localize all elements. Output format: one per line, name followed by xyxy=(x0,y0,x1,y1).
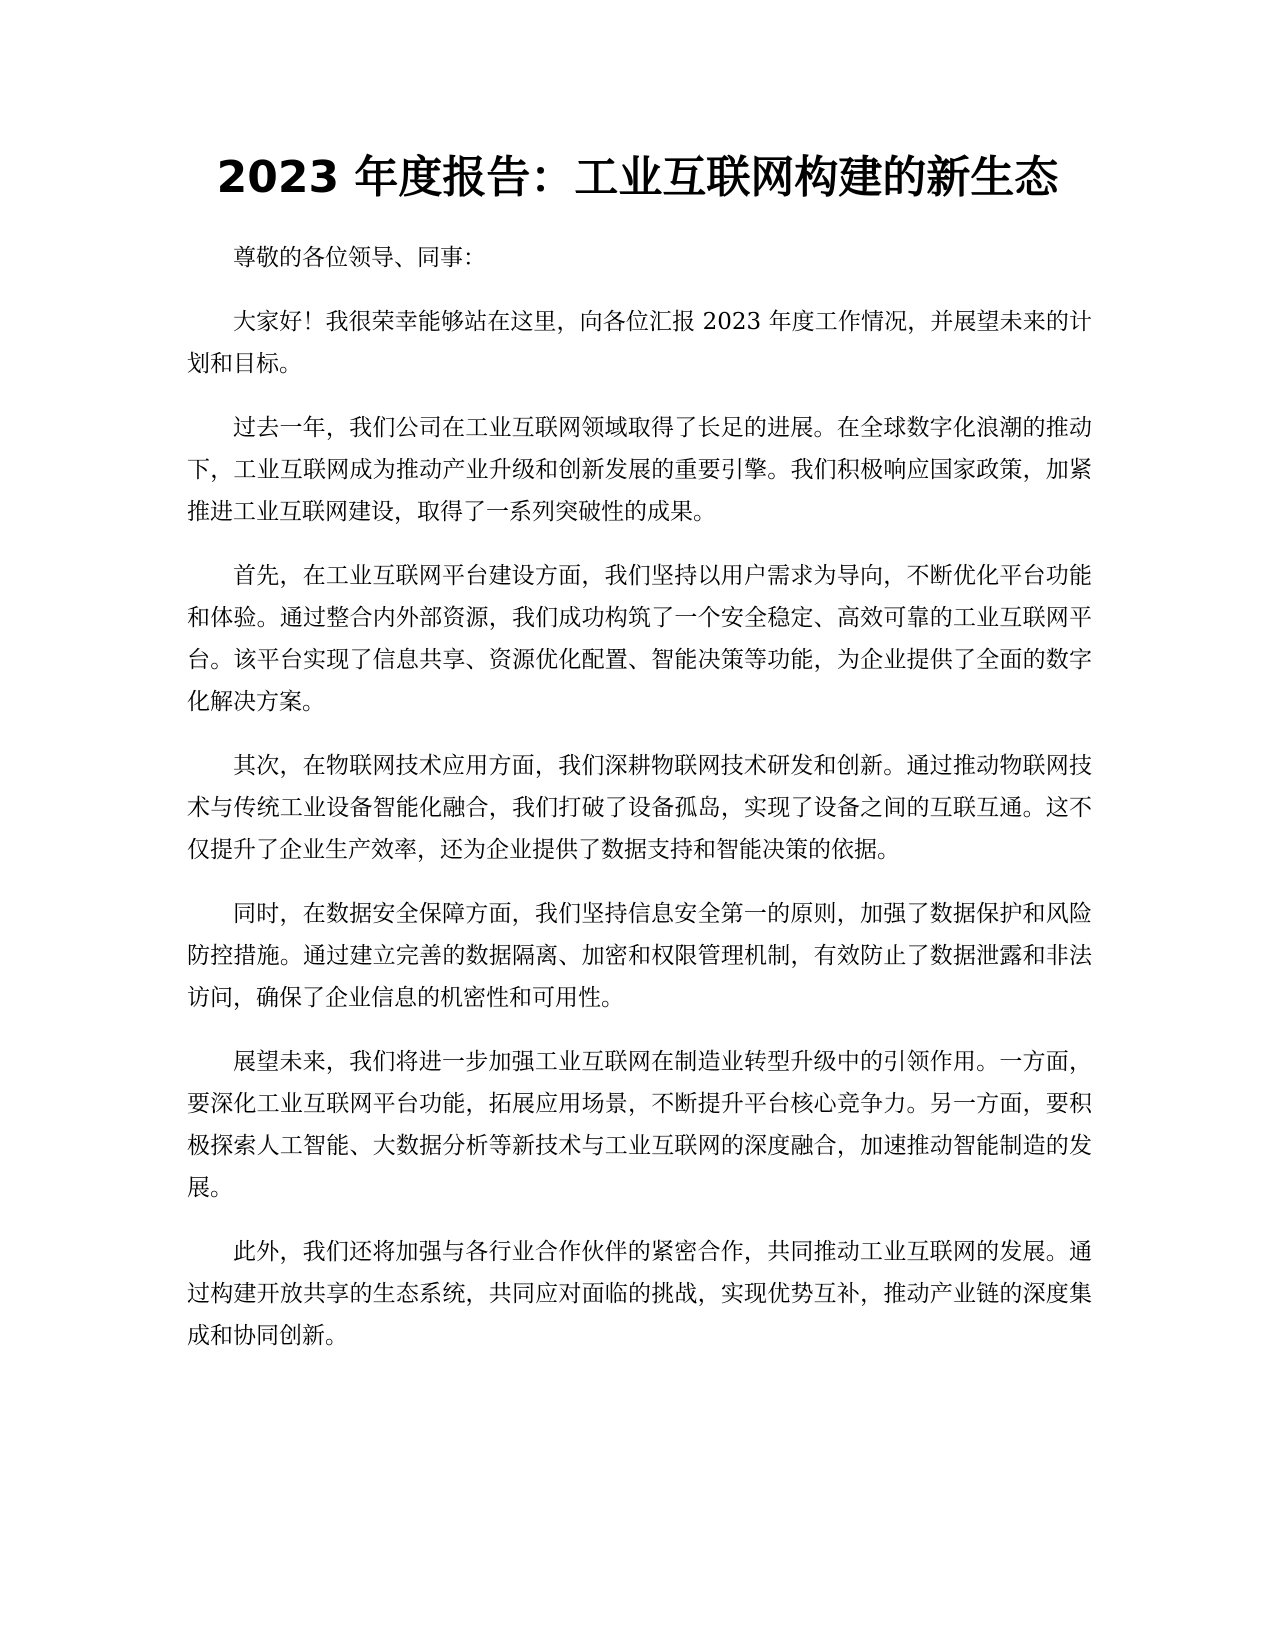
paragraph-outlook: 展望未来，我们将进一步加强工业互联网在制造业转型升级中的引领作用。一方面，要深化工业互联网平台功能，拓展应用场景，不断提升平台核心竞争力。另一方面，要积极探索人工智能、大数据分析等新技术与工业互联网的深度融合，加速推动智能制造的发展。 xyxy=(187,1049,1092,1201)
paragraph-past-year: 过去一年，我们公司在工业互联网领域取得了长足的进展。在全球数字化浪潮的推动下，工业互联网成为推动产业升级和创新发展的重要引擎。我们积极响应国家政策，加紧推进工业互联网建设，取得了一系列突破性的成果。 xyxy=(187,415,1092,525)
document-body xyxy=(187,237,1092,1379)
document-title: 2023 年度报告：工业互联网构建的新生态 xyxy=(216,152,1059,203)
paragraph-platform: 首先，在工业互联网平台建设方面，我们坚持以用户需求为导向，不断优化平台功能和体验。通过整合内外部资源，我们成功构筑了一个安全稳定、高效可靠的工业互联网平台。该平台实现了信息共享、资源优化配置、智能决策等功能，为企业提供了全面的数字化解决方案。 xyxy=(187,563,1092,715)
paragraph-salutation: 尊敬的各位领导、同事： xyxy=(233,245,486,271)
paragraph-iot: 其次，在物联网技术应用方面，我们深耕物联网技术研发和创新。通过推动物联网技术与传统工业设备智能化融合，我们打破了设备孤岛，实现了设备之间的互联互通。这不仅提升了企业生产效率，还为企业提供了数据支持和智能决策的依据。 xyxy=(187,753,1092,863)
paragraph-cooperation: 此外，我们还将加强与各行业合作伙伴的紧密合作，共同推动工业互联网的发展。通过构建开放共享的生态系统，共同应对面临的挑战，实现优势互补，推动产业链的深度集成和协同创新。 xyxy=(187,1239,1092,1349)
paragraph-greeting: 大家好！我很荣幸能够站在这里，向各位汇报 2023 年度工作情况，并展望未来的计划和目标。 xyxy=(187,309,1092,377)
paragraph-data-security: 同时，在数据安全保障方面，我们坚持信息安全第一的原则，加强了数据保护和风险防控措施。通过建立完善的数据隔离、加密和权限管理机制，有效防止了数据泄露和非法访问，确保了企业信息的机密性和可用性。 xyxy=(187,901,1092,1011)
